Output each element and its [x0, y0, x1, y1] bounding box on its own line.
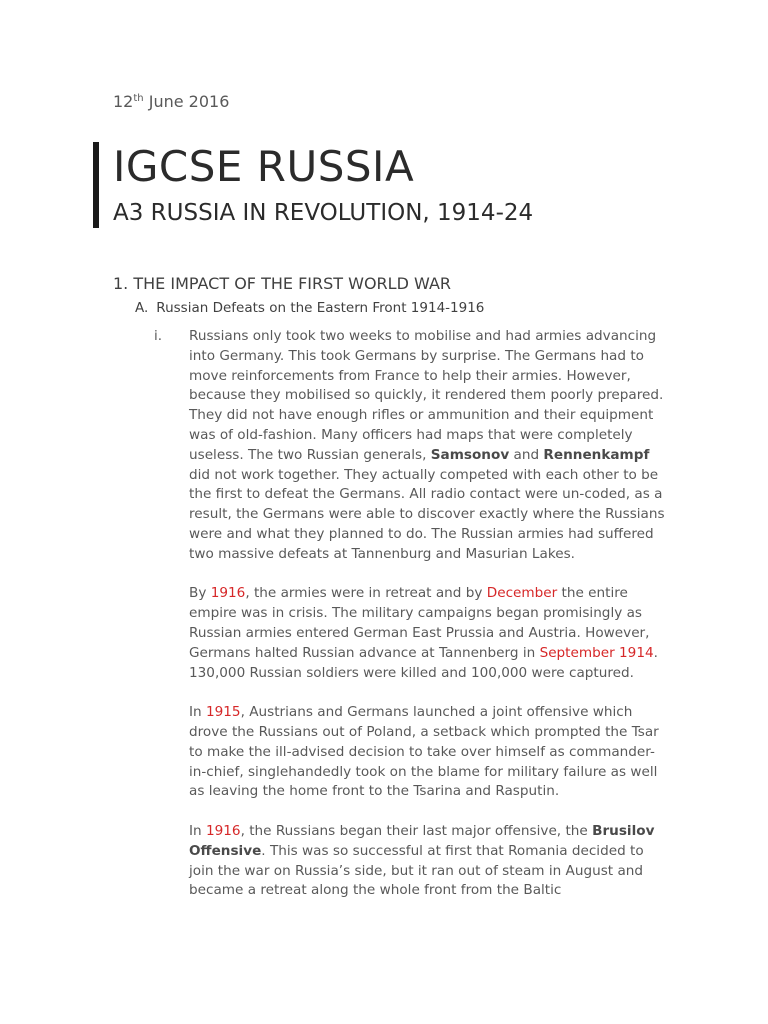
paragraph-4: In 1916, the Russians began their last major offensive, the Brusilov Offensive. This was so successful at first that Romania decided to join the war on Russia’s side, but it ran out of steam in August and became a retreat along the whole front from the Baltic [189, 822, 655, 899]
bold-term: Rennenkampf [543, 446, 650, 463]
list-marker-roman: i. [154, 328, 163, 344]
paragraph-3: In 1915, Austrians and Germans launched a joint offensive which drove the Russians out of Poland, a setback which prompted the Tsar to make the ill-advised decision to take over himself as commander-in-chief, singlehandedly took on the blame for military failure as well as leaving the home front to the Tsarina and Rasputin. [189, 704, 659, 800]
highlight-date: 1915 [205, 704, 241, 721]
highlight-date: December [486, 585, 558, 602]
bold-term: Brusilov Offensive [189, 822, 655, 859]
section-heading: 1. THE IMPACT OF THE FIRST WORLD WAR [113, 274, 451, 293]
document-subtitle: A3 RUSSIA IN REVOLUTION, 1914-24 [113, 200, 534, 226]
paragraph-2: By 1916, the armies were in retreat and by December the entire empire was in crisis. The military campaigns began promisingly as Russian armies entered German East Prussia and Austria. However, Germans halted Russian advance at Tannenberg in September 1914. 130,000 Russian soldiers were killed and 100,000 were captured. [189, 585, 658, 681]
subsection-heading: A. Russian Defeats on the Eastern Front 1914-1916 [135, 300, 485, 316]
paragraph-1: Russians only took two weeks to mobilise and had armies advancing into Germany. This took Germans by surprise. The Germans had to move reinforcements from France to help their armies. However, because they mobilised so quickly, it rendered them poorly prepared. They did not have enough rifles or ammunition and their equipment was of old-fashion. Many officers had maps that were completely useless. The two Russian generals, Samsonov and Rennenkampf did not work together. They actually competed with each other to be the first to defeat the Germans. All radio contact were un-coded, as a result, the Germans were able to discover exactly where the Russians were and what they planned to do. The Russian armies had suffered two massive defeats at Tannenburg and Masurian Lakes. [189, 328, 665, 562]
document-date: 12th June 2016 [113, 92, 230, 111]
document-title: IGCSE RUSSIA [113, 142, 415, 191]
highlight-date: September 1914 [539, 644, 654, 661]
highlight-date: 1916 [210, 585, 246, 602]
body-text [189, 327, 669, 921]
title-accent-bar [93, 142, 99, 228]
highlight-date: 1916 [205, 822, 241, 839]
bold-term: Samsonov [430, 446, 510, 463]
